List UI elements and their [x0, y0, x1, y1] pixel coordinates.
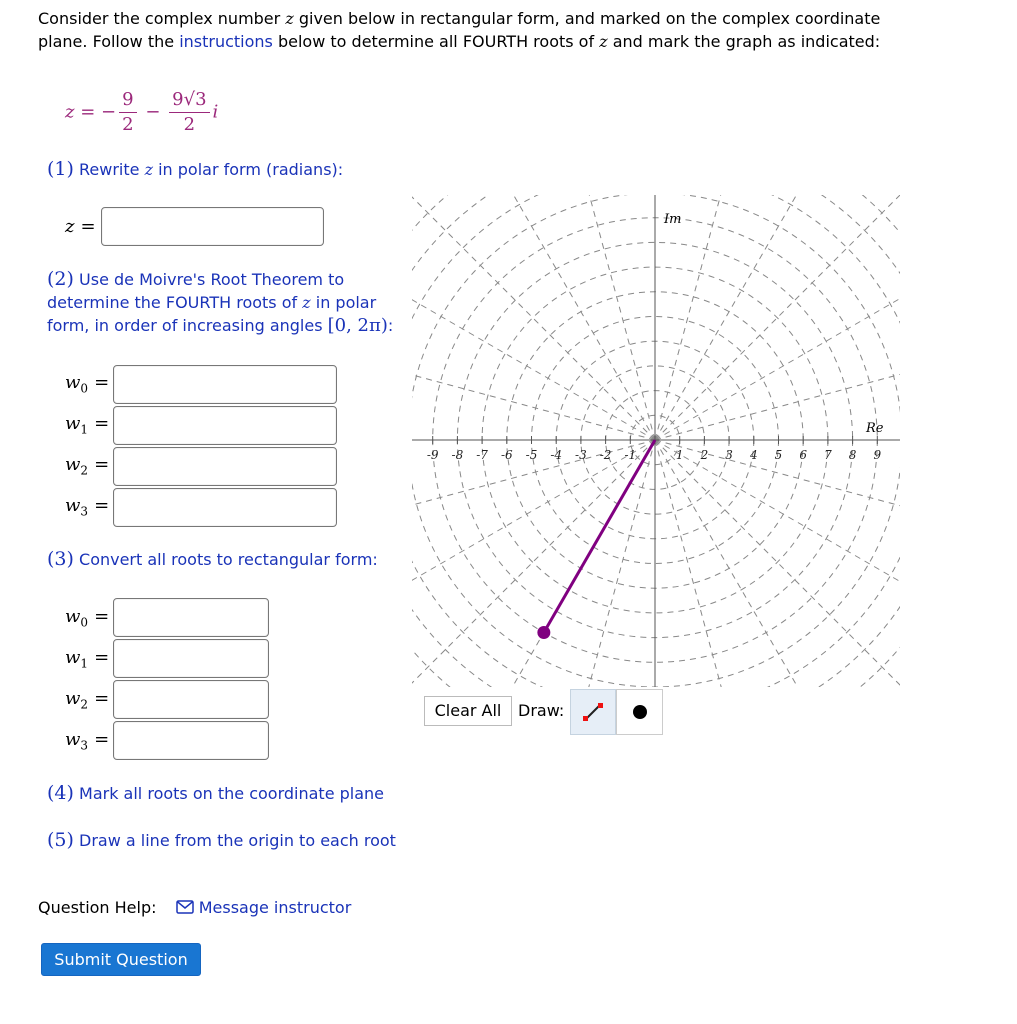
- grid-radial: [551, 440, 655, 687]
- polar-root-input-w2[interactable]: [113, 447, 337, 486]
- imaginary-unit: i: [212, 101, 219, 123]
- z-symbol: z: [65, 216, 75, 237]
- step-1: [47, 158, 343, 181]
- root-label-w0: $w_0$ =: [65, 372, 110, 396]
- tick-label: -5: [525, 448, 538, 462]
- step-number: (4): [47, 782, 74, 804]
- intro-text: Consider the complex number: [38, 9, 286, 28]
- tick-label: 1: [675, 448, 684, 462]
- envelope-icon: [176, 900, 194, 914]
- intro-var: z: [285, 9, 294, 28]
- step-5: [47, 829, 396, 852]
- tick-label: -9: [426, 448, 439, 462]
- root-label-w2: $w_2$ =: [65, 454, 110, 478]
- draw-label: Draw:: [518, 701, 565, 720]
- fraction-denominator: 2: [183, 114, 196, 135]
- rect-label-w1: $w_1$ =: [65, 647, 110, 671]
- fraction-numerator: 9: [119, 88, 136, 113]
- grid-radial: [655, 240, 900, 440]
- rect-root-input-w1[interactable]: [113, 639, 269, 678]
- step-2: [47, 268, 407, 337]
- intro-var: z: [599, 31, 608, 51]
- equals-sign: =: [80, 216, 96, 237]
- tick-label: 8: [848, 448, 857, 462]
- polar-form-label: [65, 216, 96, 237]
- tick-label: 2: [700, 448, 709, 462]
- tick-label: -7: [476, 448, 488, 462]
- grid-radial: [655, 440, 900, 687]
- tick-label: 9: [873, 448, 882, 462]
- point-tool-button[interactable]: [616, 689, 663, 735]
- step-text: Mark all roots on the coordinate plane: [79, 784, 385, 803]
- tick-label: -6: [500, 448, 513, 462]
- step-text: Rewrite: [79, 160, 145, 179]
- complex-plane-graph[interactable]: [412, 195, 900, 687]
- step-text: form, in order of increasing angles: [47, 316, 328, 335]
- root-label-w1: $w_1$ =: [65, 413, 110, 437]
- tick-label: 6: [799, 448, 808, 462]
- tick-label: -4: [550, 448, 563, 462]
- message-instructor-link[interactable]: [176, 898, 352, 917]
- grid-radial: [455, 195, 655, 440]
- minus-sign: −: [101, 101, 117, 123]
- step-text: :: [387, 316, 394, 335]
- grid-radial: [655, 440, 855, 687]
- grid-radial: [412, 440, 655, 640]
- tick-label: 5: [774, 448, 783, 462]
- message-instructor-text[interactable]: Message instructor: [198, 898, 352, 917]
- fraction-numerator: 9√3: [169, 88, 209, 113]
- problem-intro: [38, 8, 888, 53]
- fraction-denominator: 2: [122, 114, 134, 135]
- help-label: Question Help:: [38, 898, 157, 917]
- question-help: [38, 898, 351, 917]
- equals-sign: =: [80, 101, 96, 123]
- instructions-link[interactable]: instructions: [179, 31, 273, 51]
- polar-root-input-w0[interactable]: [113, 365, 337, 404]
- fraction-real: [119, 88, 136, 137]
- real-axis-label: Re: [866, 421, 884, 436]
- step-number: (2): [47, 268, 74, 290]
- line-tool-button[interactable]: [570, 689, 616, 735]
- step-text: determine the FOURTH roots of: [47, 293, 303, 312]
- rect-label-w2: $w_2$ =: [65, 688, 110, 712]
- tick-label: -3: [575, 448, 587, 462]
- intro-text: below to determine all FOURTH roots of: [272, 31, 600, 51]
- minus-sign: −: [145, 101, 161, 123]
- line-segment-icon: [571, 690, 615, 734]
- clear-all-button[interactable]: Clear All: [424, 696, 512, 726]
- point-icon: [617, 690, 662, 734]
- intro-text: and mark the graph as indicated:: [607, 31, 881, 51]
- step-number: (5): [47, 829, 74, 851]
- interval: [0, 2π): [327, 315, 388, 336]
- grid-radial: [655, 440, 759, 687]
- rect-root-input-w3[interactable]: [113, 721, 269, 760]
- rect-root-input-w0[interactable]: [113, 598, 269, 637]
- rect-label-w3: $w_3$ =: [65, 729, 110, 753]
- grid-radial: [655, 195, 855, 440]
- tick-label: -8: [451, 448, 464, 462]
- z-expression: [65, 88, 218, 137]
- polar-form-input[interactable]: [101, 207, 324, 246]
- step-text: in polar: [310, 293, 377, 312]
- z-symbol: z: [65, 101, 75, 123]
- tick-label: 4: [749, 448, 758, 462]
- step-text: Use de Moivre's Root Theorem to: [79, 270, 345, 289]
- polar-root-input-w1[interactable]: [113, 406, 337, 445]
- fraction-imag: [169, 88, 209, 137]
- grid-radial: [412, 195, 655, 440]
- tick-label: -2: [599, 448, 612, 462]
- step-text: Draw a line from the origin to each root: [79, 831, 396, 850]
- step-number: (3): [47, 548, 74, 570]
- step-3: [47, 548, 378, 571]
- tick-label: -1: [624, 448, 637, 462]
- grid-radial: [655, 440, 900, 640]
- intro-text: given below in rectangular form, and marked on the complex coordinate plane. Follow the: [38, 9, 881, 51]
- rect-label-w0: $w_0$ =: [65, 606, 110, 630]
- root-label-w3: $w_3$ =: [65, 495, 110, 519]
- grid-radial: [412, 240, 655, 440]
- step-text: in polar form (radians):: [153, 160, 344, 179]
- step-text: Convert all roots to rectangular form:: [79, 550, 378, 569]
- step-number: (1): [47, 158, 74, 180]
- grid-radial: [412, 336, 655, 440]
- imaginary-axis-label: Im: [664, 212, 682, 227]
- tick-label: 3: [725, 448, 733, 462]
- z-point[interactable]: [537, 626, 550, 639]
- polar-root-input-w3[interactable]: [113, 488, 337, 527]
- grid-radial: [455, 440, 655, 687]
- tick-label: 7: [824, 448, 832, 462]
- rect-root-input-w2[interactable]: [113, 680, 269, 719]
- step-4: [47, 782, 384, 805]
- submit-question-button[interactable]: Submit Question: [41, 943, 201, 976]
- step-var: z: [302, 293, 311, 312]
- step-var: z: [144, 160, 154, 179]
